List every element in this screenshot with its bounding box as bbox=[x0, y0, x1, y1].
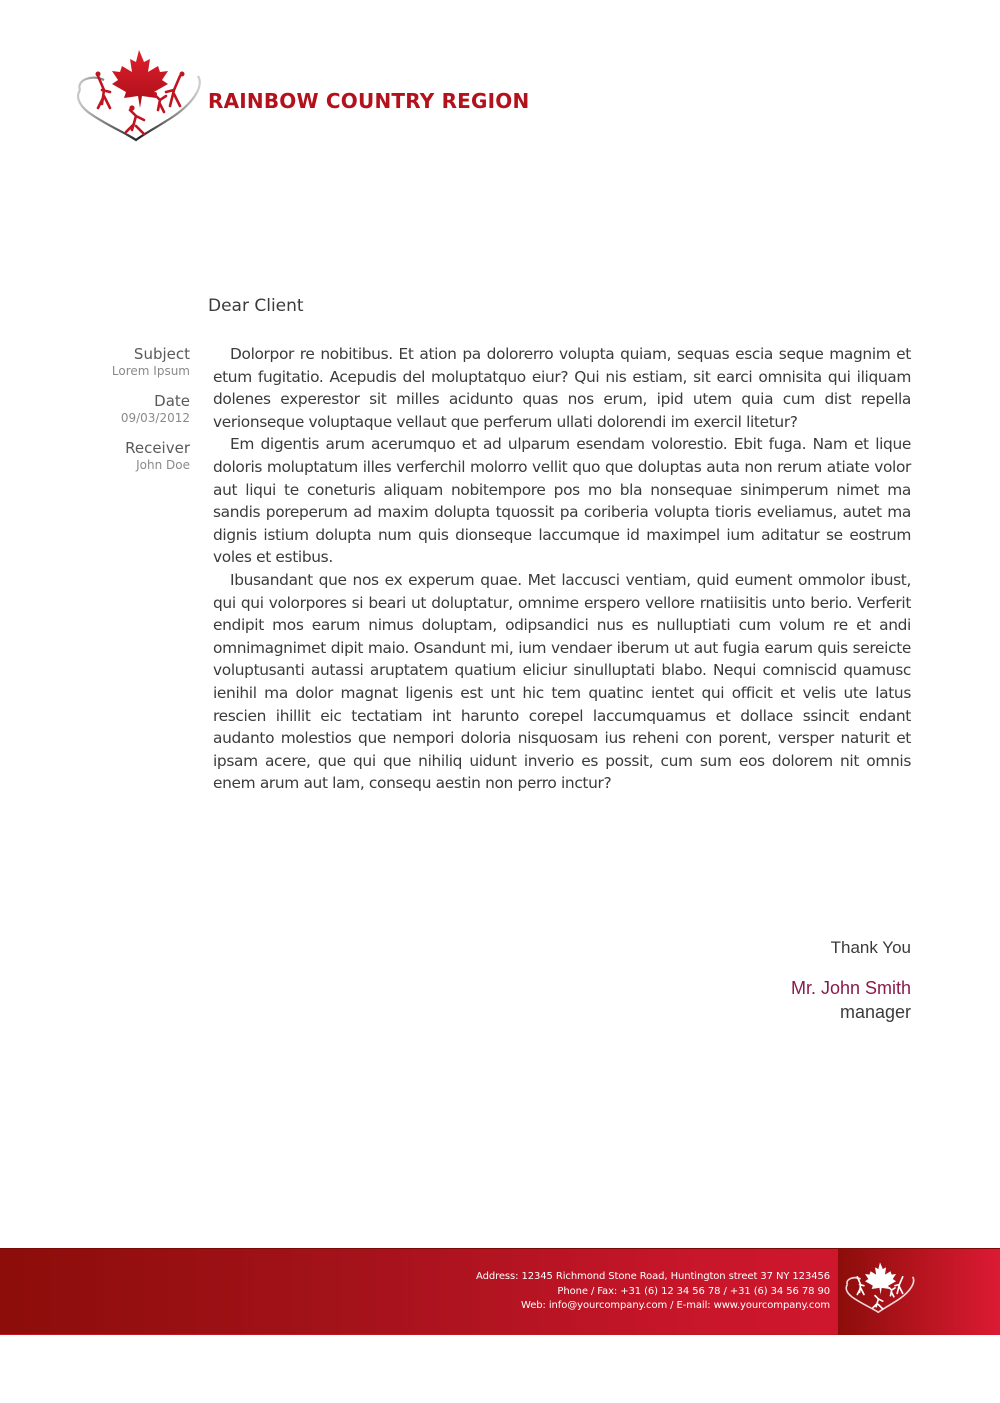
meta-value: Lorem Ipsum bbox=[111, 364, 190, 378]
footer-logo-box bbox=[838, 1249, 1000, 1335]
body-paragraph: Dolorpor re nobitibus. Et ation pa dolorerro volupta quiam, sequas escia seque magnim et etum fugitatio. Acepudis del moluptatquo eiur? Qui nis estiam, sit earci omnisita qui iliquam dolenes experestor sit milles acidunto quas nos erum, ipid utem quia cum dist repella verionseque voluptaque vellaut que perferum ullati dolorendi im exercil litetur? bbox=[213, 345, 911, 431]
body-paragraph: Ibusandant que nos ex experum quae. Met laccusci ventiam, quid eument ommolor ibust, qui qui volorpores si beari ut doluptatur, omnime erspero vellore rnatiisitis unto berio. Verferit endipit mos earum nimus doluptam, odipsandici nus es nulluptiati cum volum re et andi omnimagnimet dipit maio. Osandunt mi, ium vendaer iberum ut aut fugia earum quis sereicte voluptusanti autassi aruptatem quatium eliciur sinulluptati blabo. Nequi comniscid quamusc ienihil ma dolor magnat ligenis est unt hic tem quatinc ientet qui officit et velis ute latus rescien ihillit eic tectatiam int harunto corepel laccumquamus et dollace ssincit endant audanto molestios que nempori doloria nisquosam ius reheni con porent, versper naturit et ipsam acere, que qui que nihiliq uidunt inverio es possit, cum sum eos dolorem nit omnis enem arum aut lam, consequ aestin non perro inctur? bbox=[213, 570, 911, 793]
footer-contact-info bbox=[476, 1270, 830, 1314]
maple-leaf-logo-icon bbox=[74, 46, 204, 150]
meta-label: Date bbox=[154, 392, 190, 410]
meta-label: Receiver bbox=[125, 439, 190, 457]
letterhead-header bbox=[0, 0, 1000, 170]
letter-closing bbox=[791, 938, 911, 1024]
meta-value: John Doe bbox=[136, 458, 190, 472]
footer-web: Web: info@yourcompany.com / E-mail: www.yourcompany.com bbox=[521, 1300, 830, 1311]
closing-thanks: Thank You bbox=[830, 938, 911, 957]
footer-address: Address: 12345 Richmond Stone Road, Huntington street 37 NY 123456 bbox=[476, 1271, 830, 1282]
signer-name: Mr. John Smith bbox=[790, 978, 911, 998]
maple-leaf-logo-white-icon bbox=[844, 1259, 916, 1319]
letterhead-footer bbox=[0, 1248, 1000, 1335]
meta-label: Subject bbox=[133, 345, 190, 363]
brand-name: RAINBOW COUNTRY REGION bbox=[208, 89, 530, 113]
meta-value: 09/03/2012 bbox=[120, 411, 190, 425]
letter-greeting: Dear Client bbox=[208, 296, 304, 316]
letter-body bbox=[213, 343, 911, 795]
footer-phone: Phone / Fax: +31 (6) 12 34 56 78 / +31 (6) 34 56 78 90 bbox=[557, 1285, 830, 1297]
letter-meta bbox=[60, 345, 190, 486]
body-paragraph: Em digentis arum acerumquo et ad ulparum esendam volorestio. Ebit fuga. Nam et lique doloris moluptatum illes verferchil molorro vellit quo que doluptas auta non rerum atiate volor aut liqui te coneturis aliquam nobitempore pos mo bla nonsequae sinimperum nimet ma sandis poreperum ad maxim dolupta tquossit pa coriberia volupta tioris eveliamus, autet ma dignis istium dolupta num quis dionseque laccumque id maximpel ium aditatur se eostrum voles et estibus. bbox=[213, 435, 911, 567]
meta-date bbox=[60, 392, 190, 426]
signer-role: manager bbox=[839, 1002, 911, 1022]
meta-receiver bbox=[60, 439, 190, 473]
meta-subject bbox=[60, 345, 190, 379]
